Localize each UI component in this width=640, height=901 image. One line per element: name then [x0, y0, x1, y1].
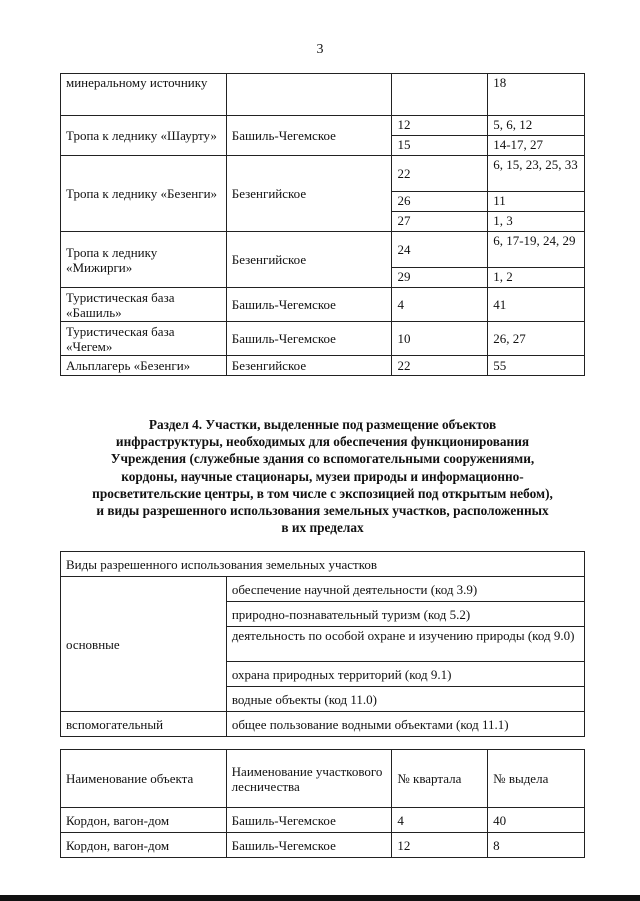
table-row [61, 577, 585, 602]
object-name: минеральному источнику [61, 74, 227, 116]
table-row [61, 833, 585, 858]
forestry-name: Башиль-Чегемское [226, 322, 392, 356]
plot-numbers: 6, 17-19, 24, 29 [488, 232, 585, 268]
quarter-number: 12 [392, 116, 488, 136]
quarter-number: 22 [392, 156, 488, 192]
permitted-use-header: Виды разрешенного использования земельных участков [61, 552, 585, 577]
aux-use-label: вспомогательный [61, 712, 227, 737]
quarter-number: 4 [392, 808, 488, 833]
quarter-number: 29 [392, 268, 488, 288]
plot-numbers: 55 [488, 356, 585, 376]
plot-numbers: 40 [488, 808, 585, 833]
use-item: охрана природных территорий (код 9.1) [226, 662, 584, 687]
permitted-use-table [60, 551, 585, 737]
table-row [61, 808, 585, 833]
section-title-line: и виды разрешенного использования земельных участков, расположенных [96, 503, 549, 519]
plot-numbers: 5, 6, 12 [488, 116, 585, 136]
section-title-line: Раздел 4. Участки, выделенные под размещение объектов [148, 417, 497, 432]
plot-numbers: 26, 27 [488, 322, 585, 356]
quarter-number: 15 [392, 136, 488, 156]
forestry-name: Безенгийское [226, 156, 392, 232]
plot-numbers: 1, 3 [488, 212, 585, 232]
quarter-number: 10 [392, 322, 488, 356]
object-name: Тропа к леднику «Шаурту» [61, 116, 227, 156]
quarter-number: 26 [392, 192, 488, 212]
quarter-number: 22 [392, 356, 488, 376]
section-title-line: кордоны, научные стационары, музеи природы и информационно- [121, 468, 524, 484]
plot-numbers: 41 [488, 288, 585, 322]
table-row [61, 356, 585, 376]
table-row [61, 552, 585, 577]
quarter-number: 4 [392, 288, 488, 322]
object-name: Туристическая база «Чегем» [61, 322, 227, 356]
plot-numbers: 14-17, 27 [488, 136, 585, 156]
quarter-number [392, 74, 488, 116]
forestry-name: Безенгийское [226, 356, 392, 376]
forestry-name [226, 74, 392, 116]
object-name: Альплагерь «Безенги» [61, 356, 227, 376]
forestry-name: Башиль-Чегемское [226, 833, 392, 858]
column-header: Наименование участкового лесничества [226, 750, 392, 808]
forestry-name: Башиль-Чегемское [226, 808, 392, 833]
table-row [61, 322, 585, 356]
table-row [61, 116, 585, 136]
forestry-name: Безенгийское [226, 232, 392, 288]
cordons-table [60, 749, 585, 858]
table-row [61, 288, 585, 322]
use-item: обеспечение научной деятельности (код 3.9) [226, 577, 584, 602]
use-item: водные объекты (код 11.0) [226, 687, 584, 712]
main-uses-label: основные [61, 577, 227, 712]
section-4-title [60, 416, 585, 536]
quarter-number: 27 [392, 212, 488, 232]
column-header: № квартала [392, 750, 488, 808]
column-header: Наименование объекта [61, 750, 227, 808]
page-number: 3 [316, 42, 324, 57]
object-name: Кордон, вагон-дом [61, 808, 227, 833]
forestry-name: Башиль-Чегемское [226, 288, 392, 322]
quarter-number: 12 [392, 833, 488, 858]
table-row [61, 232, 585, 268]
table-row [61, 156, 585, 192]
object-name: Тропа к леднику «Мижирги» [61, 232, 227, 288]
object-name: Тропа к леднику «Безенги» [61, 156, 227, 232]
plot-numbers: 6, 15, 23, 25, 33 [488, 156, 585, 192]
object-name: Кордон, вагон-дом [61, 833, 227, 858]
objects-table [60, 73, 585, 376]
forestry-name: Башиль-Чегемское [226, 116, 392, 156]
section-title-line: инфраструктуры, необходимых для обеспечения функционирования [115, 434, 530, 450]
plot-numbers: 11 [488, 192, 585, 212]
column-header: № выдела [488, 750, 585, 808]
table-row [61, 74, 585, 116]
use-item: природно-познавательный туризм (код 5.2) [226, 602, 584, 627]
scan-bottom-edge [0, 895, 640, 901]
use-item: общее пользование водными объектами (код 11.1) [226, 712, 584, 737]
object-name: Туристическая база «Башиль» [61, 288, 227, 322]
plot-numbers: 18 [488, 74, 585, 116]
plot-numbers: 8 [488, 833, 585, 858]
section-title-line: просветительские центры, в том числе с экспозицией под открытым небом), [92, 485, 553, 501]
table-row [61, 712, 585, 737]
section-title-line: в их пределах [281, 520, 364, 536]
quarter-number: 24 [392, 232, 488, 268]
use-item: деятельность по особой охране и изучению природы (код 9.0) [226, 627, 584, 662]
plot-numbers: 1, 2 [488, 268, 585, 288]
table-header-row [61, 750, 585, 808]
section-title-line: Учреждения (служебные здания со вспомогательными сооружениями, [110, 451, 535, 467]
